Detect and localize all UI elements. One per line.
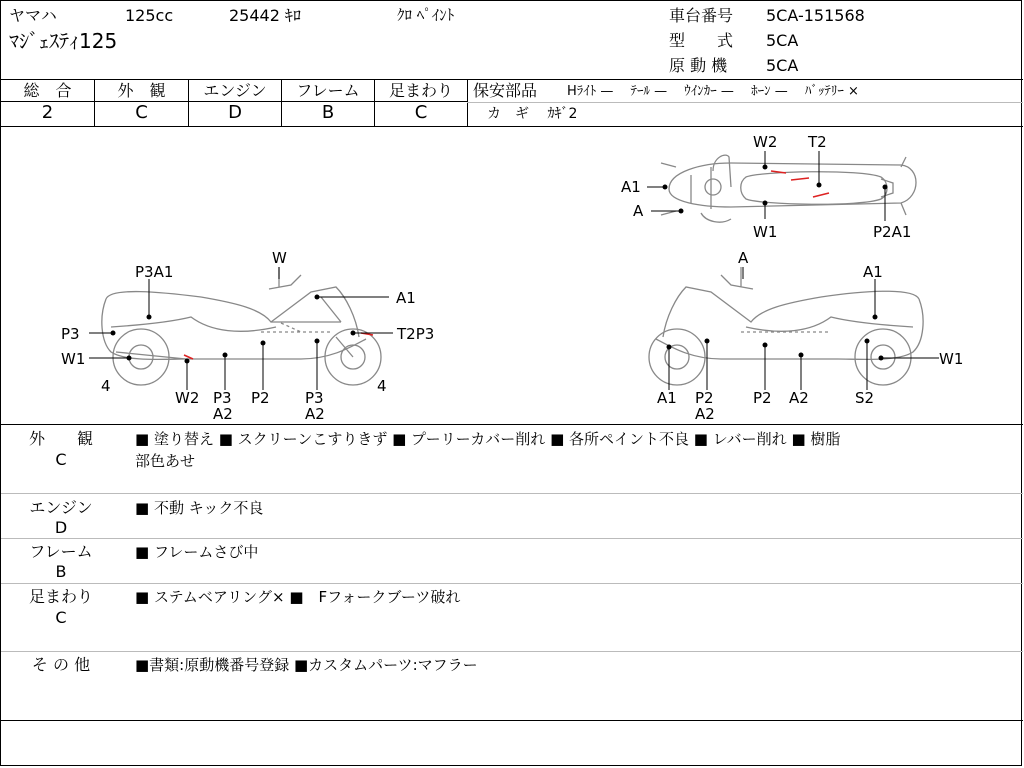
remark-text-exterior-cont: 部色あせ (135, 452, 196, 470)
remark-category-engine: エンジン (29, 498, 93, 517)
diagram-label: A2 (695, 405, 715, 423)
remark-grade-frame: B (55, 562, 67, 581)
remark-text-engine: ■ 不動 キック不良 (135, 499, 264, 517)
frame-no-label: 車台番号 (669, 6, 734, 25)
diagram-label: T2P3 (397, 325, 435, 343)
diagram-label: A1 (396, 289, 416, 307)
diagram-label: P2 (753, 389, 772, 407)
divider (1, 538, 1023, 539)
remark-category-frame: フレーム (29, 542, 93, 561)
remark-text-frame: ■ フレームさび中 (135, 543, 259, 561)
engine-value: 5CA (766, 56, 799, 75)
type-value: 5CA (766, 31, 799, 50)
score-label-engine: エンジン (203, 81, 267, 100)
diagram-label: A1 (621, 178, 641, 196)
diagram-label: A (633, 202, 644, 220)
score-value-exterior: C (135, 102, 148, 123)
safety-row2: カ ギ ｶｷﾞ2 (487, 106, 578, 122)
diagram-label: W2 (175, 389, 200, 407)
remark-category-exterior: 外 観 (28, 429, 93, 448)
remark-grade-engine: D (54, 518, 68, 537)
diagram-label: W1 (61, 350, 86, 368)
remark-category-other: そ の 他 (31, 655, 91, 674)
maker: ヤマハ (9, 6, 57, 25)
engine-label: 原 動 機 (669, 56, 728, 75)
diagram-label: P3 (61, 325, 80, 343)
divider (1, 424, 1023, 425)
diagram-label: W1 (939, 350, 964, 368)
diagram-label: A1 (863, 263, 883, 281)
diagram-label: P2 (695, 389, 714, 407)
diagram-label: W1 (753, 223, 778, 241)
frame-no: 5CA-151568 (766, 6, 865, 25)
diagram-label: A2 (213, 405, 233, 423)
model-name: ﾏｼﾞｪｽﾃｨ125 (9, 29, 118, 53)
divider (1, 79, 1023, 80)
diagram-label: P3 (213, 389, 232, 407)
divider (467, 102, 1023, 103)
damage-diagram (1, 127, 1023, 427)
scooter-top-view (661, 155, 916, 222)
scooter-left-view (102, 267, 381, 385)
score-label-frame: フレーム (296, 81, 360, 100)
remark-category-suspension: 足まわり (28, 587, 93, 606)
remark-text-exterior: ■ 塗り替え ■ スクリーンこすりきず ■ プーリーカバー削れ ■ 各所ペイント不良 ■ レバー削れ ■ 樹脂 (135, 430, 841, 448)
diagram-label: A1 (657, 389, 677, 407)
divider (1, 583, 1023, 584)
diagram-label: A2 (789, 389, 809, 407)
safety-row1: Hﾗｲﾄ — ﾃｰﾙ — ｳｲﾝｶｰ — ﾎｰﾝ — ﾊﾞｯﾃﾘｰ × (567, 84, 859, 99)
divider (1, 720, 1023, 721)
diagram-label: 4 (101, 377, 111, 395)
diagram-label: P3 (305, 389, 324, 407)
divider (1, 493, 1023, 494)
score-label-suspension: 足まわり (388, 81, 453, 100)
diagram-label: P3A1 (135, 263, 174, 281)
mileage: 25442 ｷﾛ (229, 6, 301, 25)
score-value-frame: B (321, 102, 335, 123)
score-value-total: 2 (41, 102, 54, 123)
divider (1, 651, 1023, 652)
remark-text-suspension: ■ ステムベアリング× ■ Fフォークブーツ破れ (135, 588, 461, 606)
scooter-right-view (649, 267, 923, 385)
type-label: 型 式 (669, 31, 734, 50)
color: ｸﾛ ﾍﾟｲﾝﾄ (397, 6, 455, 24)
score-value-suspension: C (414, 102, 428, 123)
diagram-label: S2 (855, 389, 875, 407)
diagram-label: W (272, 249, 287, 267)
diagram-label: P2A1 (873, 223, 912, 241)
diagram-label: T2 (808, 133, 827, 151)
diagram-label: A (738, 249, 749, 267)
displacement: 125cc (125, 6, 174, 25)
score-value-engine: D (228, 102, 242, 123)
score-label-exterior: 外 観 (117, 81, 166, 100)
score-label-total: 総 合 (23, 81, 72, 100)
remark-text-other: ■書類:原動機番号登録 ■カスタムパーツ:マフラー (135, 656, 478, 674)
diagram-label: P2 (251, 389, 270, 407)
diagram-label: A2 (305, 405, 325, 423)
safety-title: 保安部品 (473, 81, 538, 100)
remark-grade-exterior: C (55, 450, 67, 469)
diagram-label: W2 (753, 133, 778, 151)
diagram-label: 4 (377, 377, 387, 395)
remark-grade-suspension: C (55, 608, 67, 627)
